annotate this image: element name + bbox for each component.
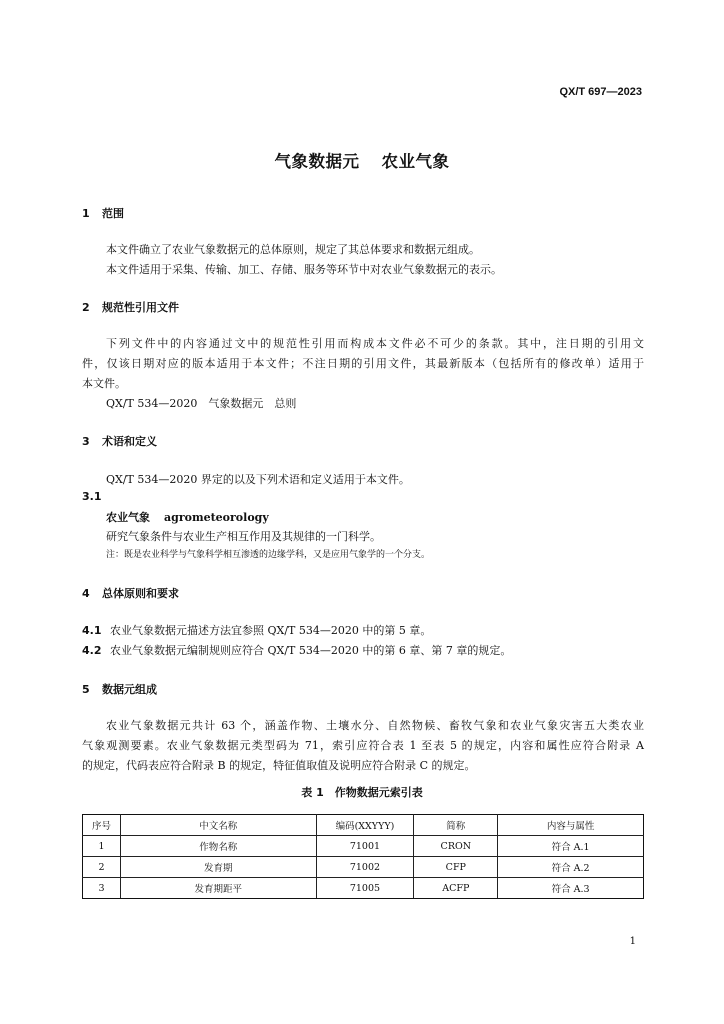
scope-paragraph-2: 本文件适用于采集、传输、加工、存储、服务等环节中对农业气象数据元的表示。	[106, 263, 502, 276]
normative-ref-line-3: 本文件。	[82, 377, 126, 390]
normative-ref-line-2: 件，仅该日期对应的版本适用于本文件；不注日期的引用文件，其最新版本（包括所有的修改单）适用于	[82, 357, 644, 370]
term-number: 3.1	[82, 490, 102, 503]
table-cell: 发育期距平	[120, 878, 316, 899]
table-row	[83, 878, 644, 899]
document-title	[0, 148, 724, 172]
section-number: 2	[82, 301, 90, 314]
table-row	[83, 836, 644, 857]
term-entry	[106, 509, 269, 525]
table-header-cell: 简称	[414, 815, 498, 836]
table-cell: 71002	[316, 857, 414, 878]
table-cell: 3	[83, 878, 121, 899]
section-number: 3	[82, 435, 90, 448]
term-note: 注：既是农业科学与气象科学相互渗透的边缘学科，又是应用气象学的一个分支。	[106, 550, 431, 560]
term-english: agrometeorology	[164, 511, 269, 524]
section-title: 术语和定义	[102, 435, 157, 448]
clause-text: 农业气象数据元描述方法宜参照 QX/T 534—2020 中的第 5 章。	[110, 624, 432, 637]
table-cell: 符合 A.1	[498, 836, 644, 857]
section-heading-2	[82, 299, 179, 315]
term-definition: 研究气象条件与农业生产相互作用及其规律的一门科学。	[106, 530, 381, 543]
table-header-cell: 序号	[83, 815, 121, 836]
section-title: 规范性引用文件	[102, 301, 179, 314]
clause-number: 4.1	[82, 624, 102, 637]
section-number: 1	[82, 207, 90, 220]
table-header-row	[83, 815, 644, 836]
clause-number: 4.2	[82, 644, 102, 657]
section-title: 数据元组成	[102, 683, 157, 696]
table-caption: 表 1 作物数据元索引表	[301, 786, 423, 799]
table-row	[83, 857, 644, 878]
section-title: 总体原则和要求	[102, 587, 179, 600]
normative-ref-line-1: 下列文件中的内容通过文中的规范性引用而构成本文件必不可少的条款。其中，注日期的引用文	[106, 337, 644, 350]
table-cell: 71005	[316, 878, 414, 899]
table-cell: 作物名称	[120, 836, 316, 857]
section-heading-3	[82, 433, 157, 449]
standard-number: QX/T 697—2023	[559, 86, 642, 98]
term-chinese: 农业气象	[106, 511, 150, 524]
clause-4-2	[82, 642, 511, 658]
table-header-cell: 内容与属性	[498, 815, 644, 836]
table-cell: CFP	[414, 857, 498, 878]
table-header-cell: 编码(XXYYY)	[316, 815, 414, 836]
table-header-cell: 中文名称	[120, 815, 316, 836]
section-title: 范围	[102, 207, 124, 220]
table-cell: 符合 A.3	[498, 878, 644, 899]
table-cell: 2	[83, 857, 121, 878]
reference-document: QX/T 534—2020 气象数据元 总则	[106, 397, 297, 410]
section-number: 5	[82, 683, 90, 696]
section-heading-4	[82, 585, 179, 601]
title-part1: 气象数据元	[274, 152, 360, 171]
section-heading-1	[82, 205, 124, 221]
clause-4-1	[82, 622, 431, 638]
section-number: 4	[82, 587, 90, 600]
table-cell: 发育期	[120, 857, 316, 878]
clause-text: 农业气象数据元编制规则应符合 QX/T 534—2020 中的第 6 章、第 7 章的规定。	[110, 644, 512, 657]
table-cell: CRON	[414, 836, 498, 857]
table-cell: 符合 A.2	[498, 857, 644, 878]
page-number: 1	[629, 936, 636, 947]
terms-intro: QX/T 534—2020 界定的以及下列术语和定义适用于本文件。	[106, 473, 410, 486]
table-cell: ACFP	[414, 878, 498, 899]
section-heading-5	[82, 681, 157, 697]
table-cell: 71001	[316, 836, 414, 857]
table-cell: 1	[83, 836, 121, 857]
composition-line-3: 的规定，代码表应符合附录 B 的规定，特征值取值及说明应符合附录 C 的规定。	[82, 759, 476, 772]
composition-line-1: 农业气象数据元共计 63 个，涵盖作物、土壤水分、自然物候、畜牧气象和农业气象灾害五大类农业	[106, 719, 644, 732]
scope-paragraph-1: 本文件确立了农业气象数据元的总体原则，规定了其总体要求和数据元组成。	[106, 243, 480, 256]
composition-line-2: 气象观测要素。农业气象数据元类型码为 71，索引应符合表 1 至表 5 的规定，内容和属性应符合附录 A	[82, 739, 644, 752]
title-part2: 农业气象	[381, 152, 450, 171]
crop-data-element-index-table	[82, 814, 644, 899]
